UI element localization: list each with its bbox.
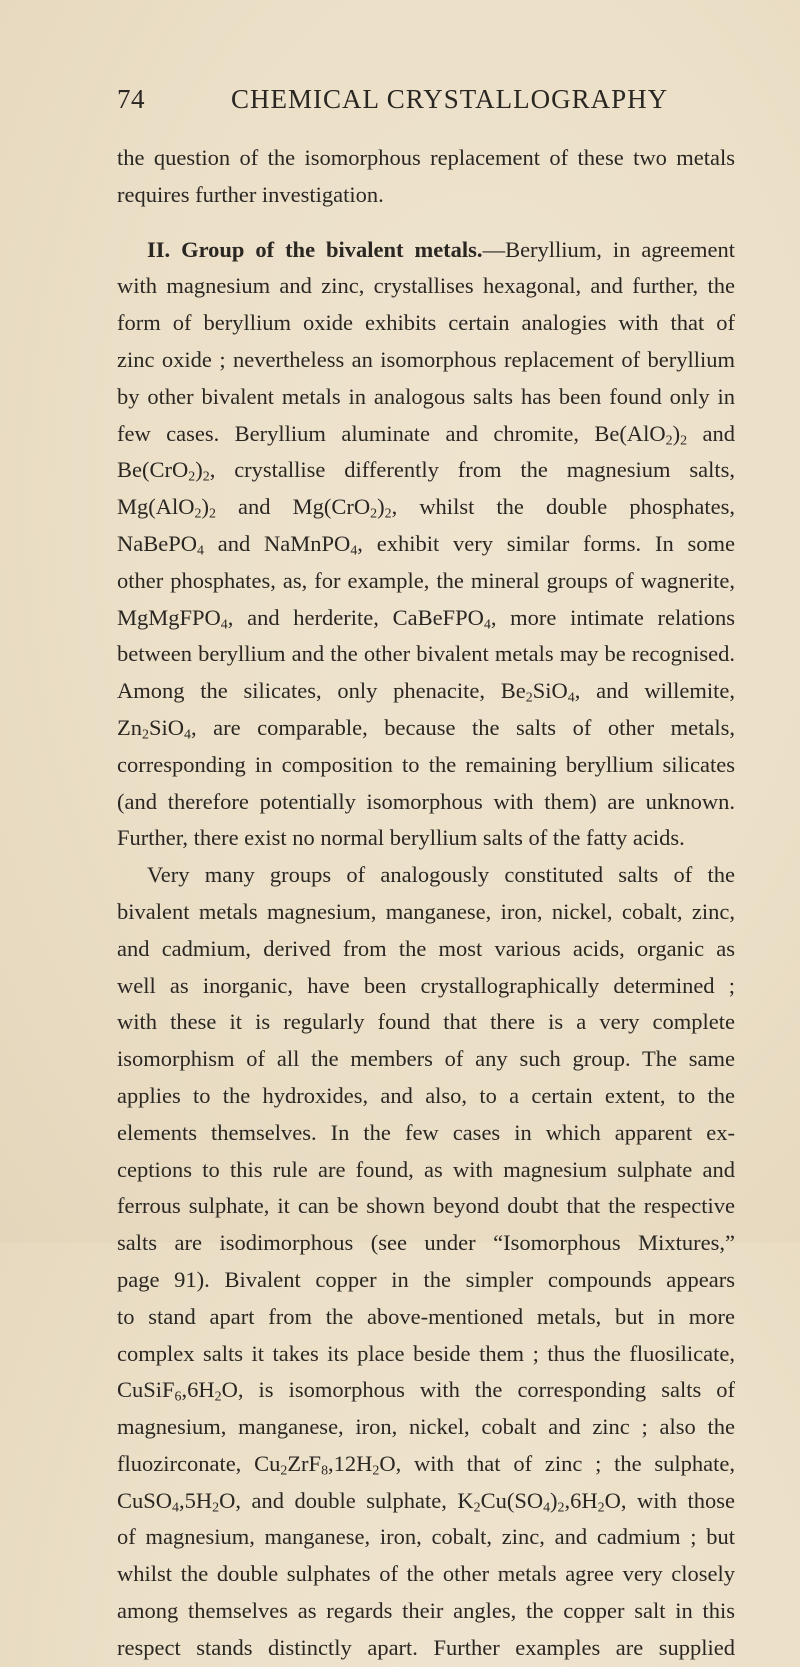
text-line: bivalent metals magnesium, manganese, iron, nickel, cobalt, zinc, [117, 898, 735, 924]
text-line: $Zn_2SiO_4$, are comparable, because the salts of other metals, [117, 714, 735, 743]
text-line: the question of the isomorphous replacement of these two metals [117, 145, 735, 170]
text-line: form of beryllium oxide exhibits certain analogies with that of [117, 310, 735, 336]
text-line: Among the silicates, only phenacite, $Be_2SiO_4$, and willemite, [117, 678, 735, 706]
text-line: Very many groups of analogously constituted salts of the [147, 862, 735, 888]
text-line: isomorphism of all the members of any such group. The same [117, 1046, 735, 1072]
text-line: page 91). Bivalent copper in the simpler compounds appears [117, 1266, 735, 1292]
text-line: II. Group of the bivalent metals.—Beryllium, in agreement [147, 236, 736, 262]
section-heading: II. Group of the bivalent metals. [147, 236, 483, 262]
text-line: (and therefore potentially isomorphous with them) are unknown. [117, 788, 735, 814]
text-line: salts are isodimorphous (see under “Isomorphous Mixtures,” [117, 1230, 735, 1256]
text-line: elements themselves. In the few cases in which apparent ex- [117, 1119, 735, 1145]
text-line: respect stands distinctly apart. Further examples are supplied [117, 1634, 735, 1660]
text-line: MgMgFPO$_4$, and herderite, CaBeFPO$_4$, more intimate relations [117, 604, 735, 633]
text-line: ceptions to this rule are found, as with magnesium sulphate and [117, 1156, 735, 1182]
text-line: $CuSiF_6,6H_2O$, is isomorphous with the corresponding salts of [117, 1377, 735, 1405]
text-line: other phosphates, as, for example, the mineral groups of wagnerite, [117, 567, 735, 593]
text-line: fluozirconate, $Cu_2ZrF_8,12H_2O$, with that of zinc ; the sulphate, [117, 1450, 735, 1479]
text-line: applies to the hydroxides, and also, to a certain extent, to the [117, 1082, 735, 1108]
text-line: NaBePO$_4$ and NaMnPO$_4$, exhibit very similar forms. In some [117, 530, 735, 559]
text-line: to stand apart from the above-mentioned metals, but in more [117, 1303, 735, 1329]
text-line: complex salts it takes its place beside them ; thus the fluosilicate, [117, 1340, 735, 1366]
running-header [117, 84, 737, 124]
text-line: among themselves as regards their angles, the copper salt in this [117, 1598, 735, 1624]
text-line: magnesium, manganese, iron, nickel, cobalt and zinc ; also the [117, 1414, 735, 1440]
text-line: ferrous sulphate, it can be shown beyond doubt that the respective [117, 1193, 735, 1219]
text-line: $Mg(AlO_2)_2$ and $Mg(CrO_2)_2$, whilst the double phosphates, [117, 494, 735, 522]
text-line: of magnesium, manganese, iron, cobalt, zinc, and cadmium ; but [117, 1524, 735, 1550]
text-line: with magnesium and zinc, crystallises hexagonal, and further, the [117, 273, 735, 299]
text-line: requires further investigation. [117, 181, 384, 207]
text-line: between beryllium and the other bivalent metals may be recognised. [117, 641, 735, 667]
text-line: and cadmium, derived from the most various acids, organic as [117, 935, 735, 961]
body-text [117, 140, 735, 1667]
text-line: corresponding in composition to the remaining beryllium silicates [117, 751, 735, 777]
text-line: $CuSO_4,5H_2O$, and double sulphate, $K_2Cu(SO_4)_2,6H_2O$, with those [117, 1487, 735, 1516]
running-title: CHEMICAL CRYSTALLOGRAPHY [231, 84, 669, 114]
text-line: $Be(CrO_2)_2$, crystallise differently from the magnesium salts, [117, 457, 735, 485]
paragraph-bivalent-metals [117, 232, 735, 858]
text-line: Further, there exist no normal beryllium salts of the fatty acids. [117, 825, 685, 851]
paragraph [117, 140, 735, 214]
text-line: few cases. Beryllium aluminate and chromite, $Be(AlO_2)_2$ and [117, 420, 735, 449]
page-number: 74 [117, 84, 145, 114]
text-line: zinc oxide ; nevertheless an isomorphous replacement of beryllium [117, 346, 735, 372]
text-line: by other bivalent metals in analogous salts has been found only in [117, 383, 735, 409]
paragraph-isomorphism [117, 857, 735, 1667]
text-line: whilst the double sulphates of the other metals agree very closely [117, 1561, 735, 1587]
text-line: well as inorganic, have been crystallographically determined ; [117, 972, 735, 998]
text-line: with these it is regularly found that there is a very complete [117, 1009, 735, 1035]
